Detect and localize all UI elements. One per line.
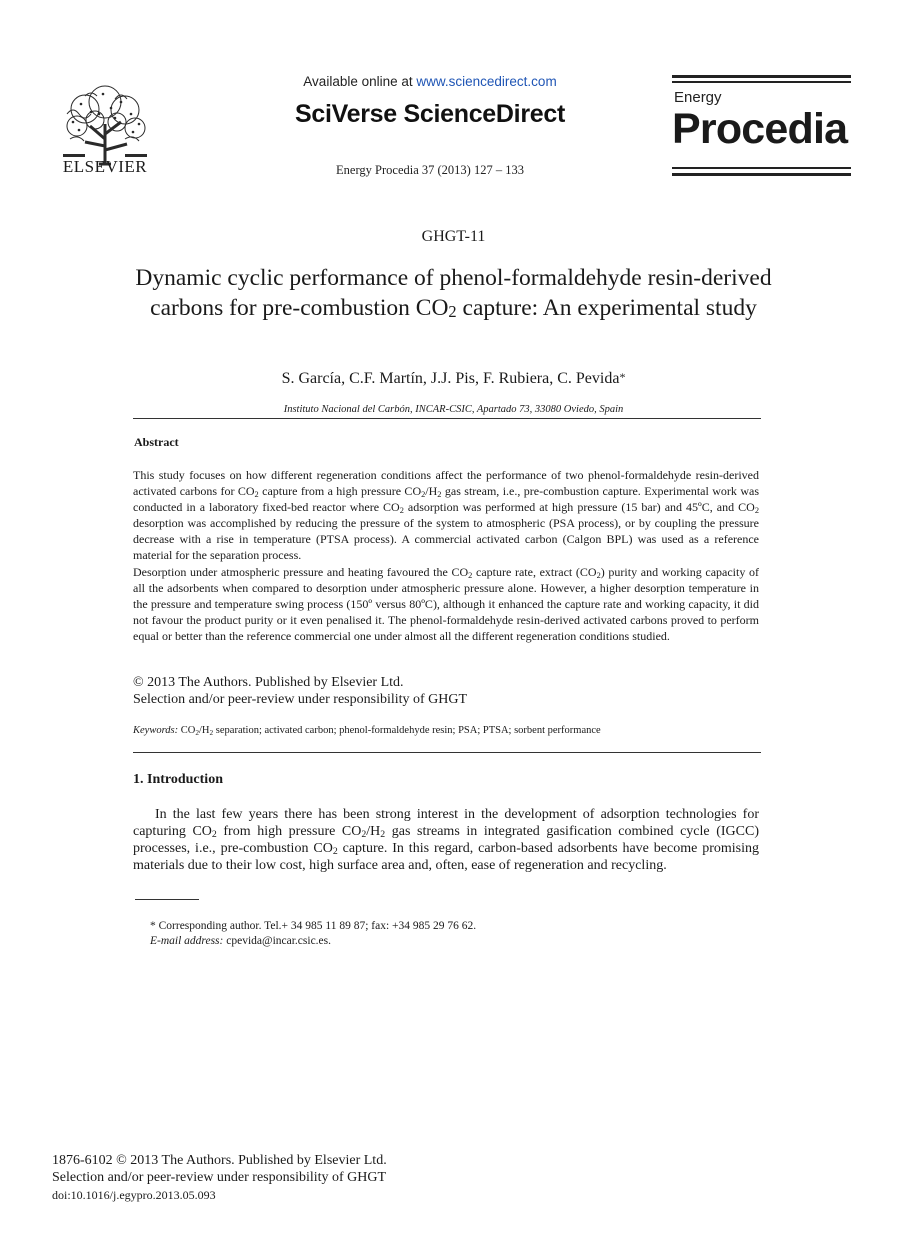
text-run: from high pressure CO: [216, 824, 362, 839]
text-run: This study focuses on how different regeneration conditions affect the performance of two phenol-formaldehyde resin-derived activated carbons for CO: [133, 468, 759, 498]
subscript: 2: [209, 728, 214, 737]
available-online-line: [230, 74, 630, 89]
platform-name: SciVerse ScienceDirect: [295, 100, 565, 128]
footer-peer-review-line: Selection and/or peer-review under responsibility of GHGT: [52, 1170, 387, 1185]
peer-review-line: Selection and/or peer-review under responsibility of GHGT: [133, 692, 468, 707]
subscript: 2: [468, 571, 473, 580]
corresponding-author-footnote: * Corresponding author. Tel.+ 34 985 11 89 87; fax: +34 985 29 76 62.: [150, 920, 477, 932]
journal-logo-rule: [672, 81, 851, 83]
text-run: capture. In this regard, carbon-based adsorbents have become promising materials due to their low cost, high surface area and, often, ease of regeneration and recycling.: [133, 841, 759, 873]
journal-logo-rule: [672, 167, 851, 169]
keywords: [133, 725, 601, 736]
corresponding-author-mark: *: [619, 370, 626, 384]
text-run: In the last few years there has been strong interest in the development of adsorption technologies for capturing CO: [133, 807, 759, 839]
sciencedirect-link[interactable]: www.sciencedirect.com: [416, 74, 557, 89]
email-address[interactable]: cpevida@incar.csic.es.: [223, 935, 332, 947]
subscript: 2: [361, 829, 367, 840]
subscript: 2: [421, 490, 426, 499]
text-run: /H: [425, 484, 438, 498]
divider: [133, 418, 761, 419]
authors-text: S. García, C.F. Martín, J.J. Pis, F. Rubiera, C. Pevida: [281, 370, 620, 387]
divider: [133, 752, 761, 753]
text-run: ) purity and working capacity of all the adsorbents when compared to desorption under atmospheric pressure alone. However, a higher desorption temperature in the pressure and temperature swing process (150º versus 80ºC), although it enhanced the capture rate and working capacity, it did not favour the product purity or it even penalised it. The phenol-formaldehyde resin-derived activated carbons proved to perform equal or better than the reference commercial one under almost all the different regeneration conditions studied.: [133, 565, 759, 643]
text-run: CO: [178, 725, 196, 736]
subscript: 2: [211, 829, 217, 840]
journal-logo: [672, 75, 851, 176]
introduction-paragraph: [133, 806, 759, 874]
text-run: desorption was accomplished by reducing the pressure of the system to atmospheric (PSA process), or by coupling the pressure decrease with a rise in temperature (PTSA process). A commercial activated carbon (Calgon BPL) was used as a reference material for the separation process.: [133, 516, 759, 562]
abstract-paragraph-1: [133, 467, 759, 563]
copyright-line: © 2013 The Authors. Published by Elsevier Ltd.: [133, 675, 404, 690]
journal-logo-rule: [672, 173, 851, 176]
abstract-heading: Abstract: [134, 435, 179, 449]
text-run: /H: [199, 725, 210, 736]
publisher-logo-text: ELSEVIER: [62, 157, 148, 176]
email-footnote: [150, 935, 331, 947]
subscript: 2: [437, 490, 442, 499]
text-run: gas stream, i.e., pre-combustion capture. Experimental work was conducted in a laboratory fixed-bed reactor where CO: [133, 484, 759, 514]
available-prefix: Available online at: [303, 74, 417, 89]
title-subscript: 2: [448, 302, 457, 321]
footnote-divider: [135, 899, 199, 900]
text-run: adsorption was performed at high pressure (15 bar) and 45ºC, and CO: [403, 500, 755, 514]
title-part: capture: An experimental study: [456, 295, 757, 321]
journal-name-small: Energy: [674, 89, 722, 106]
issn-copyright-line: 1876-6102 © 2013 The Authors. Published by Elsevier Ltd.: [52, 1153, 387, 1168]
journal-logo-rule: [672, 75, 851, 78]
affiliation: Instituto Nacional del Carbón, INCAR-CSIC, Apartado 73, 33080 Oviedo, Spain: [283, 404, 624, 415]
doi-link[interactable]: doi:10.1016/j.egypro.2013.05.093: [52, 1188, 216, 1202]
author-list: [0, 370, 907, 388]
conference-label: GHGT-11: [421, 228, 486, 245]
subscript: 2: [596, 571, 601, 580]
text-run: Desorption under atmospheric pressure and heating favoured the CO: [133, 565, 469, 579]
keywords-label: Keywords:: [133, 725, 179, 736]
text-run: capture rate, extract (CO: [472, 565, 597, 579]
subscript: 2: [332, 846, 338, 857]
section-heading-introduction: 1. Introduction: [133, 772, 223, 787]
text-run: gas streams in integrated gasification combined cycle (IGCC) processes, i.e., pre-combustion CO: [133, 824, 759, 856]
subscript: 2: [380, 829, 386, 840]
journal-citation: Energy Procedia 37 (2013) 127 – 133: [336, 163, 524, 177]
subscript: 2: [254, 490, 259, 499]
text-run: separation; activated carbon; phenol-formaldehyde resin; PSA; PTSA; sorbent performance: [213, 725, 601, 736]
email-label: E-mail address:: [150, 935, 224, 947]
text-run: /H: [366, 824, 381, 839]
subscript: 2: [754, 506, 759, 515]
paper-title: [120, 263, 787, 323]
subscript: 2: [399, 506, 404, 515]
journal-name-big: Procedia: [672, 105, 848, 153]
title-part: Dynamic cyclic performance of phenol-formaldehyde resin-derived carbons for pre-combustion CO: [135, 265, 772, 321]
text-run: capture from a high pressure CO: [258, 484, 422, 498]
subscript: 2: [195, 728, 199, 737]
abstract-paragraph-2: [133, 564, 759, 644]
